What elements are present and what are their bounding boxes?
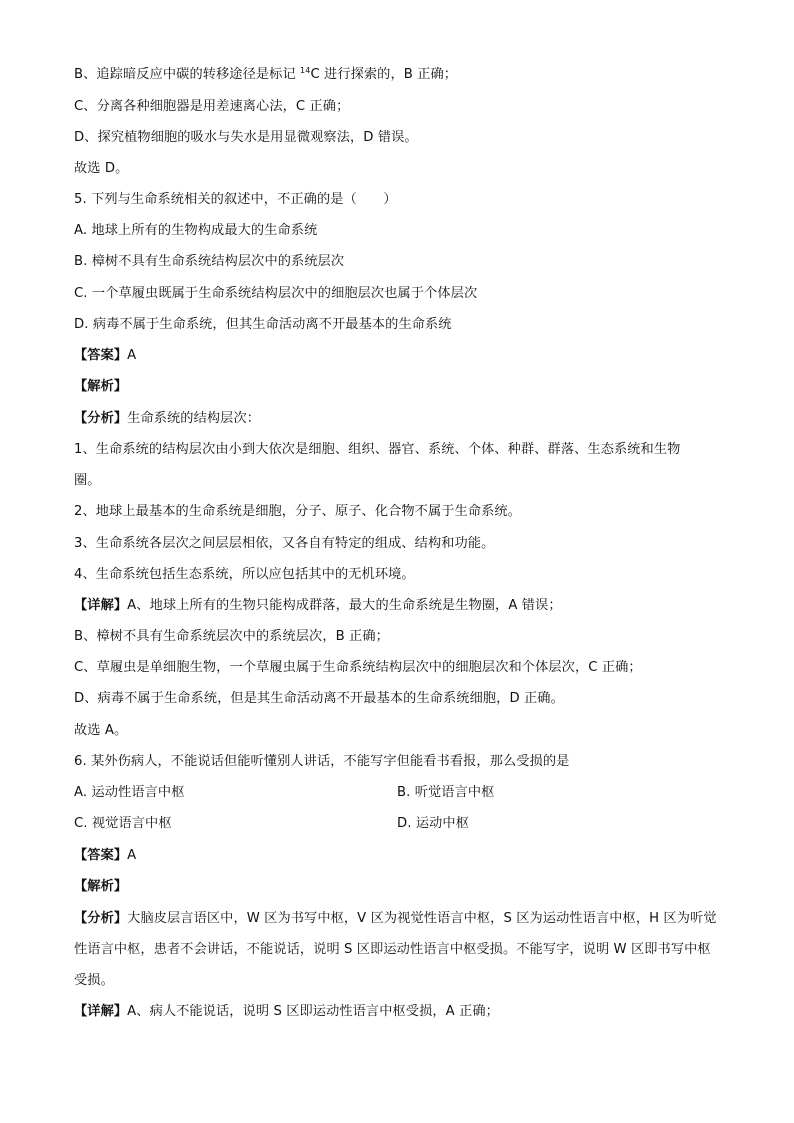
q6-option-b: B. 听觉语言中枢: [397, 785, 495, 800]
prev-option-b: [74, 66, 457, 84]
answer-value: A: [127, 348, 137, 363]
q5-point-1: 1、生命系统的结构层次由小到大依次是细胞、组织、器官、系统、个体、种群、群落、生态系统和生物: [74, 442, 681, 457]
prev-choice: 故选 D。: [74, 161, 129, 176]
q5-detail-b: B、樟树不具有生命系统层次中的系统层次，B 正确；: [74, 629, 389, 644]
q5-detail-c: C、草履虫是单细胞生物，一个草履虫属于生命系统结构层次中的细胞层次和个体层次，C 正确；: [74, 660, 642, 675]
q5-xiangjie: [74, 597, 562, 615]
q5-analysis-tag: 【解析】: [74, 379, 128, 394]
fenxi-tag: 【分析】: [74, 411, 128, 426]
xiangjie-text: A、病人不能说话，说明 S 区即运动性语言中枢受损，A 正确；: [127, 1004, 499, 1019]
isotope-superscript: 14: [300, 66, 311, 75]
answer-value: A: [127, 848, 137, 863]
xiangjie-text: A、地球上所有的生物只能构成群落，最大的生命系统是生物圈，A 错误；: [127, 598, 562, 613]
prev-option-c: C、分离各种细胞器是用差速离心法，C 正确；: [74, 99, 350, 114]
q6-option-d: D. 运动中枢: [397, 816, 469, 831]
q6-analysis-tag: 【解析】: [74, 879, 128, 894]
q5-answer: [74, 347, 136, 365]
q5-choice: 故选 A。: [74, 723, 128, 738]
q5-point-2: 2、地球上最基本的生命系统是细胞，分子、原子、化合物不属于生命系统。: [74, 504, 521, 519]
xiangjie-tag: 【详解】: [74, 598, 128, 613]
q6-option-a: A. 运动性语言中枢: [74, 785, 185, 800]
q5-point-1-cont: 圈。: [74, 473, 101, 488]
q5-option-b: B. 樟树不具有生命系统结构层次中的系统层次: [74, 254, 345, 269]
q5-option-a: A. 地球上所有的生物构成最大的生命系统: [74, 223, 318, 238]
fenxi-text: 生命系统的结构层次：: [127, 411, 261, 426]
q5-stem: 5. 下列与生命系统相关的叙述中，不正确的是（ ）: [74, 192, 397, 207]
q6-xiangjie: [74, 1003, 499, 1021]
answer-tag: 【答案】: [74, 848, 128, 863]
q6-stem: 6. 某外伤病人，不能说话但能听懂别人讲话，不能写字但能看书看报，那么受损的是: [74, 754, 570, 769]
q6-option-c: C. 视觉语言中枢: [74, 816, 172, 831]
xiangjie-tag: 【详解】: [74, 1004, 128, 1019]
q5-detail-d: D、病毒不属于生命系统，但是其生命活动离不开最基本的生命系统细胞，D 正确。: [74, 691, 564, 706]
prev-option-d: D、探究植物细胞的吸水与失水是用显微观察法，D 错误。: [74, 130, 418, 145]
q5-option-d: D. 病毒不属于生命系统，但其生命活动离不开最基本的生命系统: [74, 317, 452, 332]
q5-point-4: 4、生命系统包括生态系统，所以应包括其中的无机环境。: [74, 567, 415, 582]
fenxi-text: 大脑皮层言语区中，W 区为书写中枢，V 区为视觉性语言中枢，S 区为运动性语言中枢，H 区为听觉性语言中枢，患者不会讲话，不能说话，说明 S 区即运动性语言中枢受损。不能写字，说明 W 区即书写中枢受损。: [74, 911, 717, 988]
q6-fenxi: [74, 903, 722, 996]
prev-option-b-text-end: C 进行探索的，B 正确；: [310, 67, 458, 82]
prev-option-b-text: B、追踪暗反应中碳的转移途径是标记: [74, 67, 301, 82]
answer-tag: 【答案】: [74, 348, 128, 363]
q5-option-c: C. 一个草履虫既属于生命系统结构层次中的细胞层次也属于个体层次: [74, 286, 478, 301]
q5-fenxi: [74, 410, 260, 428]
q6-answer: [74, 847, 136, 865]
q5-point-3: 3、生命系统各层次之间层层相依，又各自有特定的组成、结构和功能。: [74, 536, 495, 551]
fenxi-tag: 【分析】: [74, 911, 128, 926]
